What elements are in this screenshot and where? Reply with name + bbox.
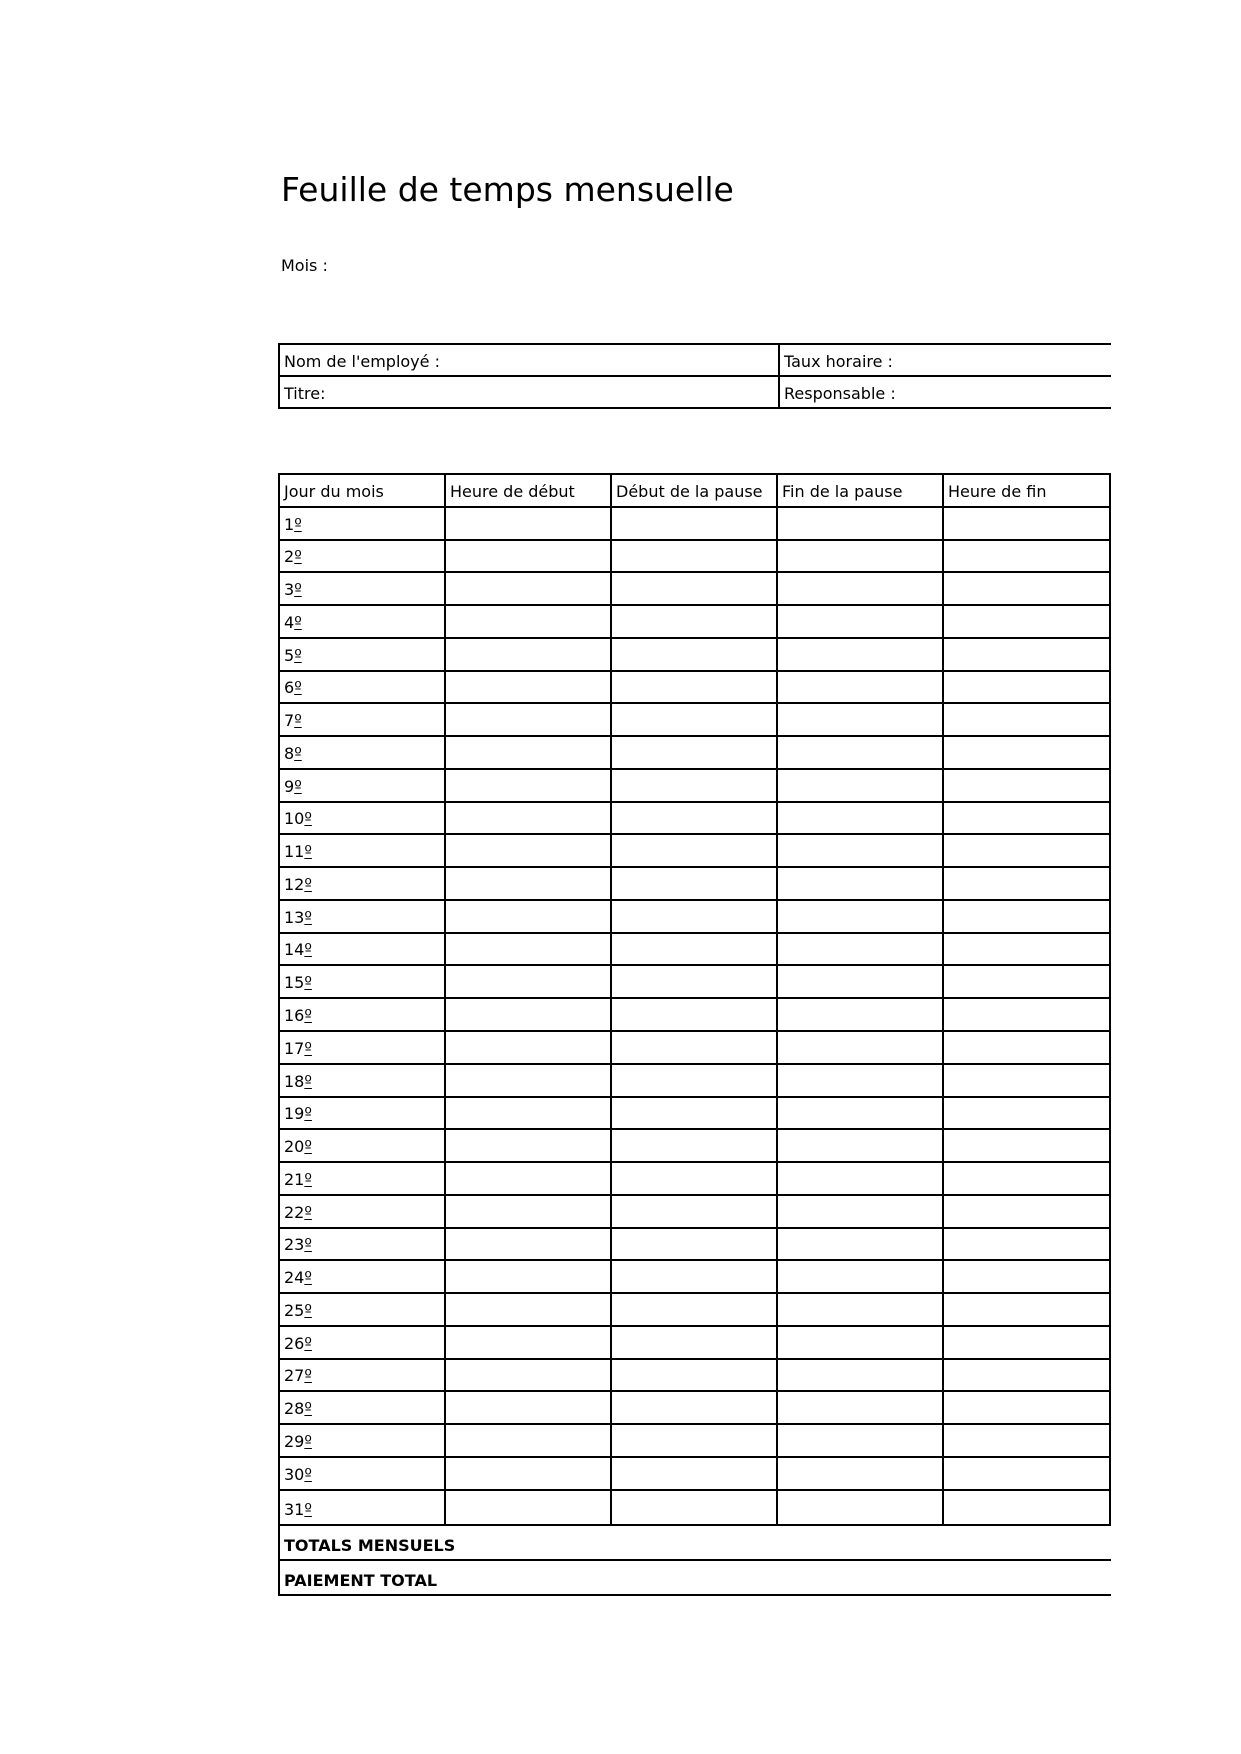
time-cell [944,1294,1109,1327]
time-cell [446,1098,612,1131]
time-cell [778,1130,944,1163]
time-cell [944,1163,1109,1196]
time-cell [778,672,944,705]
day-label: 12 º [280,868,446,901]
time-cell [446,541,612,574]
time-cell [944,770,1109,803]
time-cell [944,1032,1109,1065]
time-cell [446,803,612,836]
day-label: 5 º [280,639,446,672]
time-cell [778,770,944,803]
total-payment-label: PAIEMENT TOTAL [284,1571,438,1590]
time-cell [612,1163,778,1196]
time-cell [778,1098,944,1131]
time-cell [446,639,612,672]
time-cell [446,1261,612,1294]
timesheet-table [278,473,1111,1526]
title-label: Titre: [280,377,780,407]
time-cell [612,1425,778,1458]
day-label: 2 º [280,541,446,574]
time-cell [612,966,778,999]
time-cell [446,1392,612,1425]
time-cell [944,934,1109,967]
monthly-totals-label: TOTALS MENSUELS [284,1536,456,1555]
hourly-rate-label: Taux horaire : [784,352,893,371]
time-cell [612,1458,778,1491]
time-cell [612,704,778,737]
time-cell [612,1229,778,1262]
day-label: 23 º [280,1229,446,1262]
time-cell [778,966,944,999]
total-payment-row [280,1561,1111,1596]
day-label: 17 º [280,1032,446,1065]
time-cell [612,1098,778,1131]
day-label: 18 º [280,1065,446,1098]
time-cell [446,1491,612,1524]
time-cell [944,508,1109,541]
time-cell [612,1032,778,1065]
time-cell [944,901,1109,934]
time-cell [612,672,778,705]
time-cell [944,1261,1109,1294]
time-cell [612,1261,778,1294]
time-cell [944,573,1109,606]
time-cell [944,966,1109,999]
time-cell [612,1392,778,1425]
time-cell [612,868,778,901]
time-cell [612,1294,778,1327]
time-cell [446,901,612,934]
day-label: 6 º [280,672,446,705]
time-cell [778,606,944,639]
time-cell [778,1491,944,1524]
day-label: 11 º [280,835,446,868]
time-cell [944,835,1109,868]
supervisor-label: Responsable : [784,384,896,403]
column-header-break-start: Début de la pause [612,475,778,508]
column-header-start-time: Heure de début [446,475,612,508]
column-header-break-end: Fin de la pause [778,475,944,508]
time-cell [612,737,778,770]
time-cell [778,868,944,901]
time-cell [778,704,944,737]
time-cell [944,737,1109,770]
time-cell [944,1098,1109,1131]
time-cell [944,1327,1109,1360]
time-cell [612,1065,778,1098]
time-cell [446,1065,612,1098]
time-cell [944,704,1109,737]
time-cell [778,1261,944,1294]
time-cell [944,1065,1109,1098]
time-cell [778,639,944,672]
time-cell [612,606,778,639]
day-label: 20 º [280,1130,446,1163]
time-cell [778,1360,944,1393]
time-cell [446,606,612,639]
time-cell [446,1130,612,1163]
day-label: 7 º [280,704,446,737]
time-cell [944,868,1109,901]
day-label: 3 º [280,573,446,606]
time-cell [944,1130,1109,1163]
time-cell [446,868,612,901]
day-label: 24 º [280,1261,446,1294]
day-label: 1 º [280,508,446,541]
time-cell [612,835,778,868]
time-cell [944,1392,1109,1425]
time-cell [446,672,612,705]
time-cell [446,999,612,1032]
time-cell [778,1458,944,1491]
time-cell [778,901,944,934]
time-cell [446,1458,612,1491]
column-header-end-time: Heure de fin [944,475,1109,508]
time-cell [612,770,778,803]
time-cell [612,901,778,934]
employee-info-table [278,343,1111,409]
time-cell [446,1229,612,1262]
time-cell [944,672,1109,705]
time-cell [446,1163,612,1196]
time-cell [944,999,1109,1032]
time-cell [612,573,778,606]
time-cell [778,1065,944,1098]
day-label: 21 º [280,1163,446,1196]
time-cell [612,1360,778,1393]
time-cell [778,508,944,541]
time-cell [944,1491,1109,1524]
time-cell [612,1491,778,1524]
time-cell [778,1229,944,1262]
time-cell [446,934,612,967]
day-label: 16 º [280,999,446,1032]
time-cell [446,835,612,868]
time-cell [612,803,778,836]
time-cell [944,1229,1109,1262]
time-cell [612,541,778,574]
time-cell [944,1458,1109,1491]
time-cell [612,639,778,672]
day-label: 30 º [280,1458,446,1491]
time-cell [446,1360,612,1393]
time-cell [778,803,944,836]
time-cell [944,1360,1109,1393]
month-label: Mois : [281,256,328,275]
time-cell [446,1327,612,1360]
time-cell [612,934,778,967]
time-cell [778,999,944,1032]
time-cell [778,737,944,770]
time-cell [944,639,1109,672]
time-cell [778,1327,944,1360]
day-label: 27 º [280,1360,446,1393]
time-cell [446,1196,612,1229]
time-cell [612,1327,778,1360]
info-row-2 [280,375,1111,409]
time-cell [612,1130,778,1163]
time-cell [446,1425,612,1458]
time-cell [944,1196,1109,1229]
day-label: 4 º [280,606,446,639]
time-cell [446,737,612,770]
time-cell [778,1032,944,1065]
time-cell [778,573,944,606]
time-cell [612,508,778,541]
day-label: 28 º [280,1392,446,1425]
day-label: 31 º [280,1491,446,1524]
day-label: 19 º [280,1098,446,1131]
day-label: 14 º [280,934,446,967]
time-cell [778,1294,944,1327]
time-cell [944,541,1109,574]
time-cell [944,606,1109,639]
time-cell [944,1425,1109,1458]
time-cell [446,508,612,541]
time-cell [778,934,944,967]
time-cell [446,1032,612,1065]
page-title: Feuille de temps mensuelle [281,170,734,209]
time-cell [612,1196,778,1229]
column-header-day: Jour du mois [280,475,446,508]
day-label: 29 º [280,1425,446,1458]
day-label: 9 º [280,770,446,803]
time-cell [944,803,1109,836]
time-cell [778,835,944,868]
time-cell [778,1196,944,1229]
time-cell [778,1163,944,1196]
time-cell [446,770,612,803]
day-label: 13 º [280,901,446,934]
time-cell [446,704,612,737]
time-cell [778,1425,944,1458]
day-label: 22 º [280,1196,446,1229]
day-label: 25 º [280,1294,446,1327]
day-label: 10 º [280,803,446,836]
day-label: 26 º [280,1327,446,1360]
monthly-totals-row [280,1526,1111,1561]
time-cell [446,573,612,606]
info-row-1 [280,343,1111,375]
totals-section [278,1526,1111,1596]
time-cell [778,541,944,574]
time-cell [612,999,778,1032]
time-cell [446,1294,612,1327]
day-label: 8 º [280,737,446,770]
employee-name-label: Nom de l'employé : [280,345,780,375]
day-label: 15 º [280,966,446,999]
time-cell [446,966,612,999]
time-cell [778,1392,944,1425]
